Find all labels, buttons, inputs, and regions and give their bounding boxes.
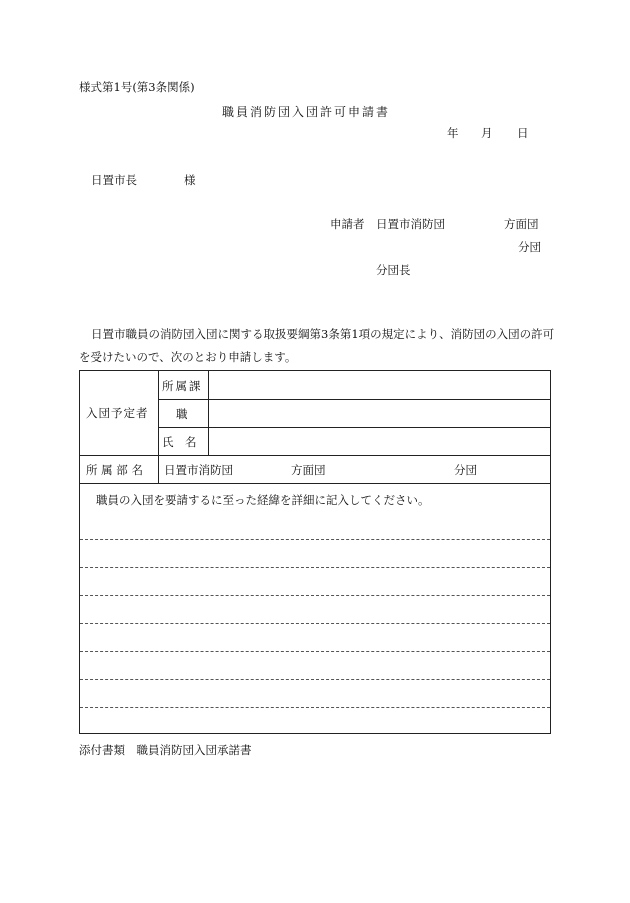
applicant-group-label: 入団予定者 [86,406,149,420]
reason-writing-line[interactable] [80,651,550,652]
application-form-table [79,370,551,734]
attachment-note: 添付書類 職員消防団入団承諾書 [79,743,252,757]
applicant-org: 日置市消防団 [376,217,445,231]
applicant-branch: 分団 [518,240,541,254]
reason-writing-line[interactable] [80,623,550,624]
name-field[interactable] [214,434,544,452]
position-field[interactable] [214,406,544,424]
department-field[interactable] [214,378,544,396]
addressee-name: 日置市長 [91,173,137,187]
date-year: 年 [447,126,459,140]
table-rule [158,399,551,400]
body-text-line2: を受けたいので、次のとおり申請します。 [79,350,297,364]
affiliation-hq: 方面団 [291,463,326,477]
reason-writing-line[interactable] [80,539,550,540]
row-label-department: 所属課 [162,379,203,393]
reason-writing-line[interactable] [80,679,550,680]
applicant-chief: 分団長 [376,263,411,277]
reason-writing-line[interactable] [80,707,550,708]
row-label-name: 氏 名 [162,435,197,449]
body-text-line1: 日置市職員の消防団入団に関する取扱要綱第3条第1項の規定により、消防団の入団の許可 [91,327,555,341]
form-number: 様式第1号(第3条関係) [79,80,195,94]
row-label-position: 職 [176,407,188,421]
table-rule [208,371,209,455]
reason-writing-line[interactable] [80,595,550,596]
date-day: 日 [517,126,529,140]
table-rule [158,371,159,483]
affiliation-label: 所 属 部 名 [86,463,143,477]
form-title: 職員消防団入団許可申請書 [222,105,391,119]
table-rule [158,427,551,428]
applicant-hq: 方面団 [504,217,539,231]
reason-prompt: 職員の入団を要請するに至った経緯を詳細に記入してください。 [96,493,430,507]
date-month: 月 [481,126,493,140]
table-rule [80,455,551,456]
affiliation-org: 日置市消防団 [164,463,233,477]
addressee-honorific: 様 [184,173,196,187]
table-rule [80,483,551,484]
reason-writing-line[interactable] [80,567,550,568]
applicant-label: 申請者 [330,217,365,231]
affiliation-branch: 分団 [454,463,477,477]
